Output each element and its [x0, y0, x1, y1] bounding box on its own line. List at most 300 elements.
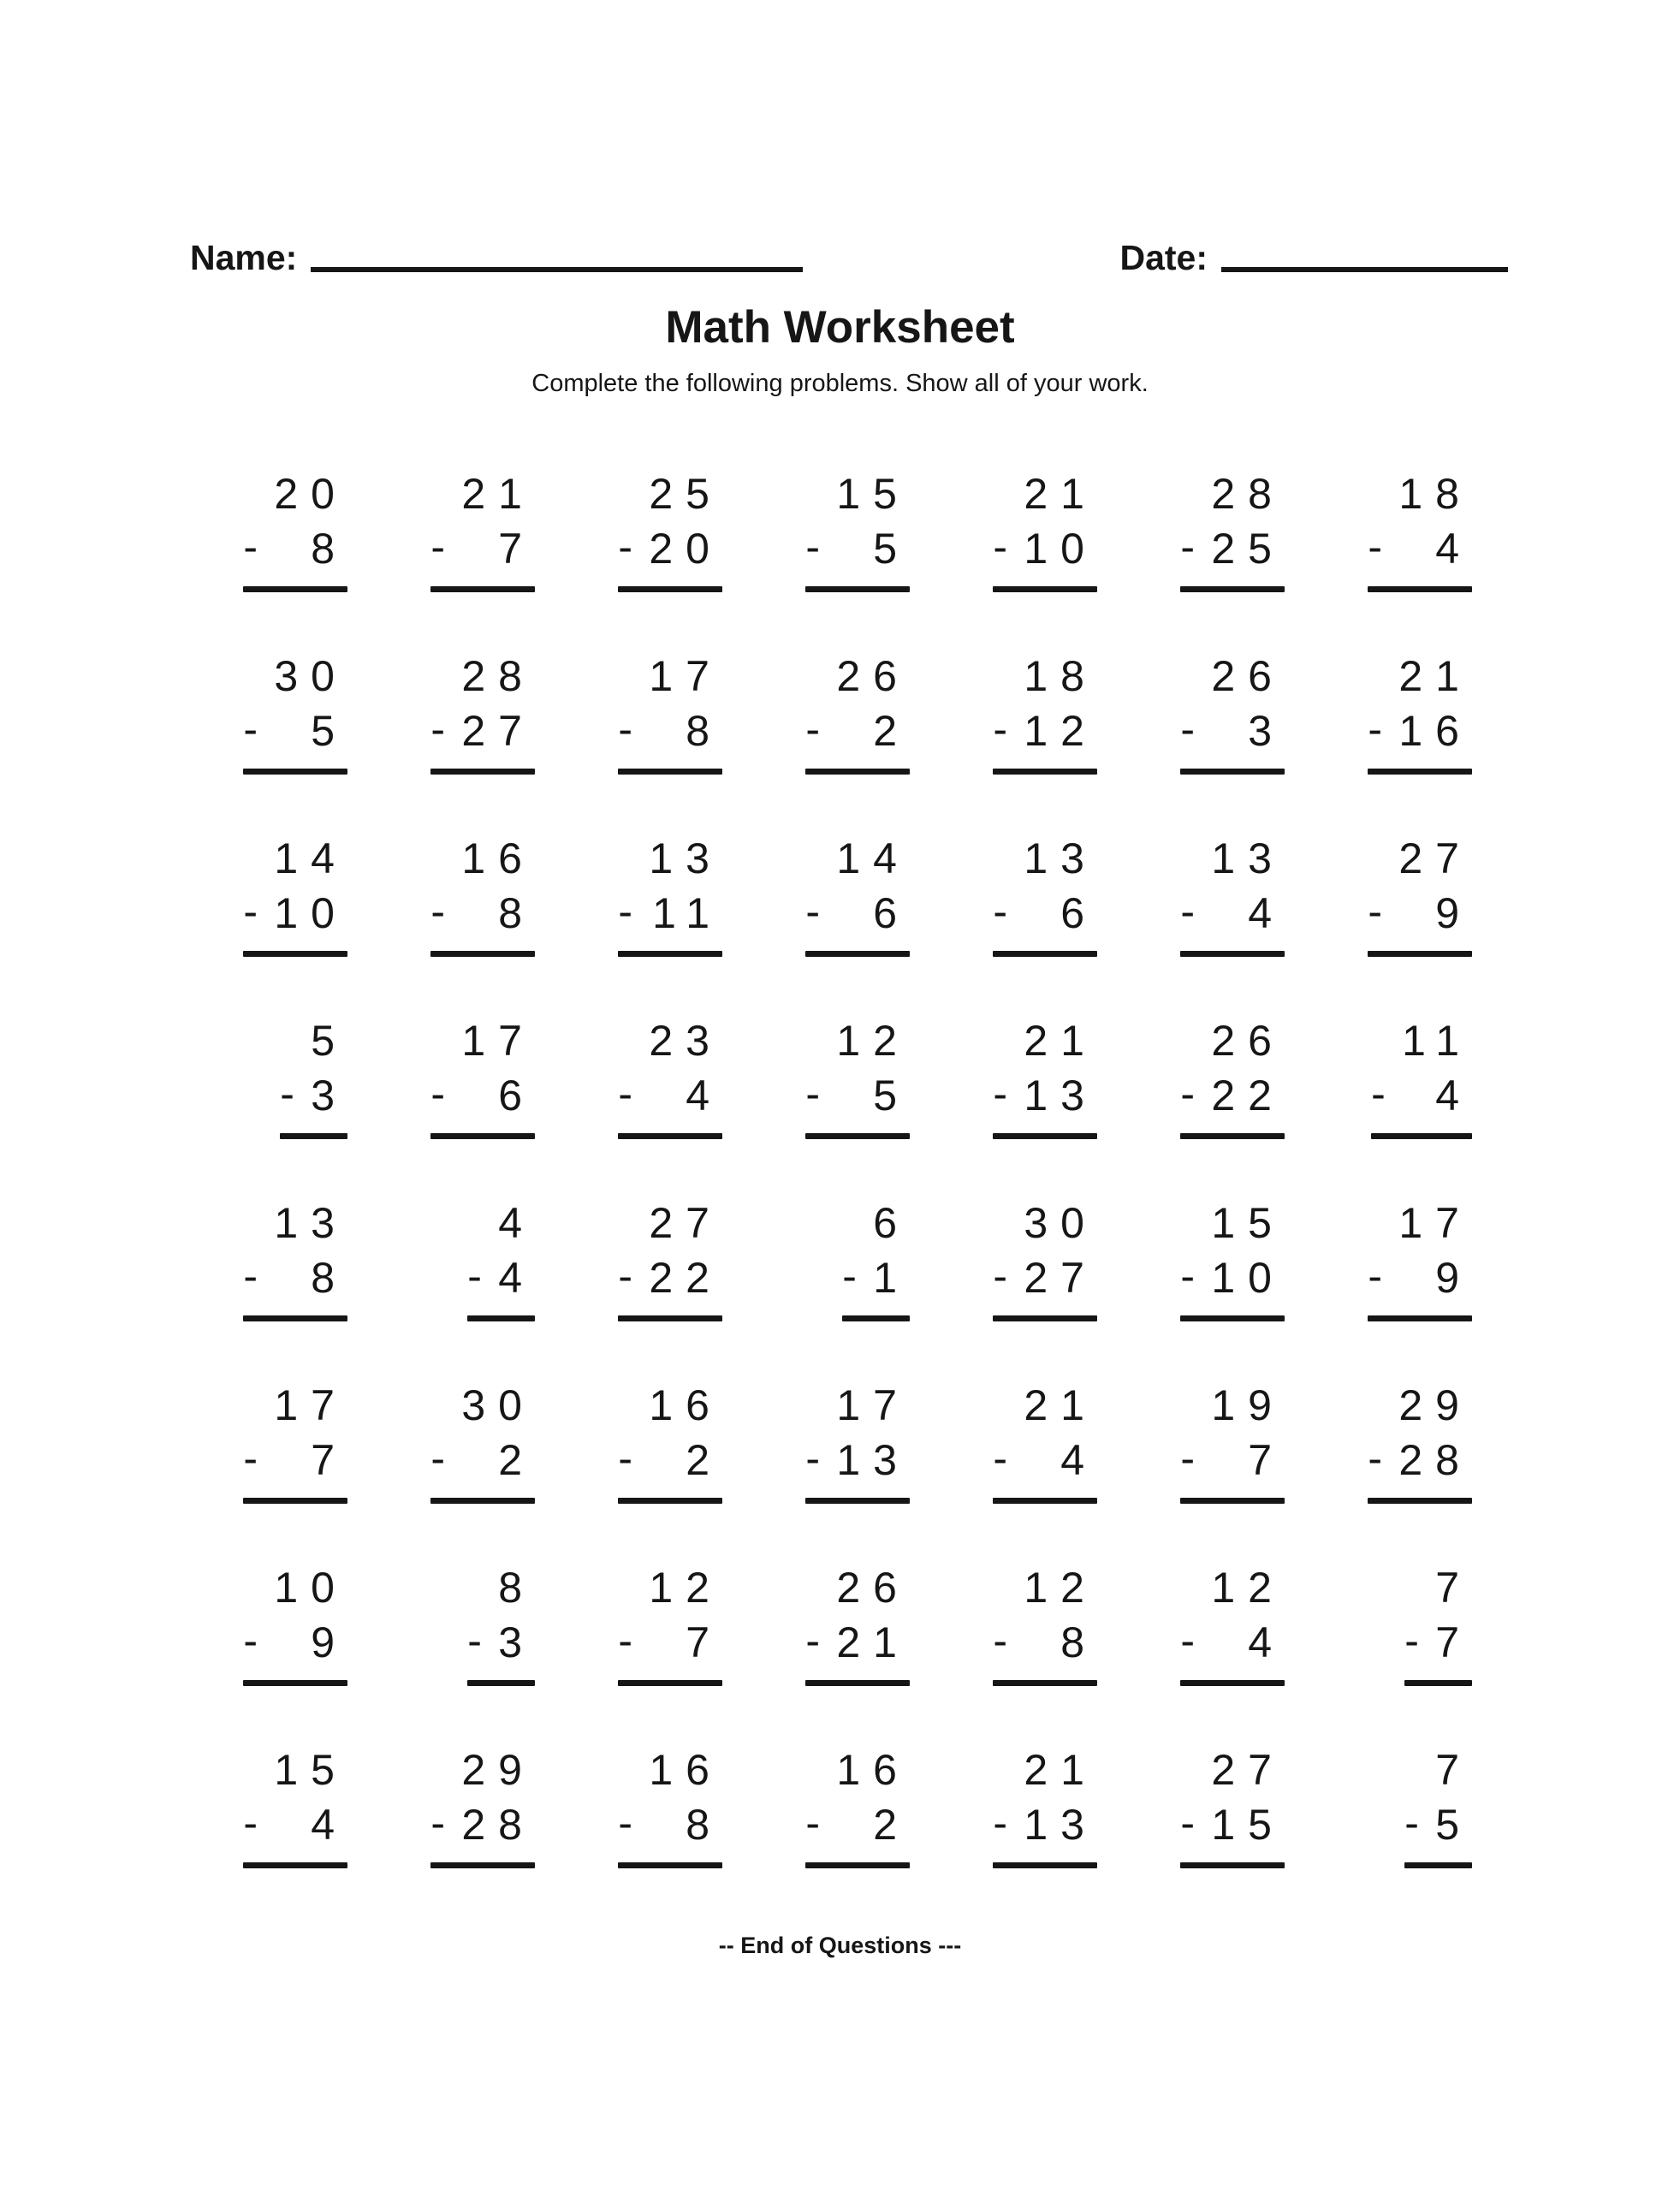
- subtrahend-row: [993, 1068, 1097, 1123]
- subtrahend-row: [1180, 1797, 1285, 1852]
- minus-operator: -: [618, 705, 633, 753]
- problem-cell: [535, 1560, 722, 1686]
- minuend: 28: [461, 652, 535, 700]
- subtrahend: 13: [836, 1436, 910, 1484]
- problem-cell: [910, 1013, 1097, 1139]
- minus-operator: -: [993, 1252, 1008, 1300]
- subtrahend: 5: [873, 525, 910, 573]
- subtrahend: 8: [311, 1254, 347, 1302]
- minus-operator: -: [430, 888, 446, 935]
- subtraction-problem: [1180, 466, 1285, 592]
- subtraction-problem: [243, 1378, 347, 1504]
- minuend: 17: [836, 1381, 910, 1429]
- subtraction-problem: [993, 1196, 1097, 1321]
- subtrahend: 7: [311, 1436, 347, 1484]
- minus-operator: -: [1368, 1434, 1383, 1482]
- answer-line: [993, 769, 1097, 775]
- answer-line: [1404, 1862, 1472, 1868]
- minus-operator: -: [243, 1252, 258, 1300]
- subtrahend-row: [1368, 1433, 1472, 1487]
- answer-line: [618, 1680, 722, 1686]
- minus-operator: -: [805, 523, 821, 571]
- subtrahend-row: [1371, 1068, 1472, 1123]
- subtraction-problem: [993, 1013, 1097, 1139]
- subtraction-problem: [243, 649, 347, 775]
- minuend: 14: [274, 834, 347, 882]
- subtraction-problem: [805, 649, 910, 775]
- subtraction-problem: [618, 1196, 722, 1321]
- subtraction-problem: [243, 466, 347, 592]
- subtrahend: 3: [311, 1072, 347, 1119]
- answer-line: [1368, 769, 1472, 775]
- subtrahend: 7: [1435, 1618, 1472, 1666]
- subtraction-problem: [993, 649, 1097, 775]
- subtrahend: 6: [1060, 889, 1097, 937]
- subtraction-problem: [1180, 649, 1285, 775]
- minuend: 21: [1024, 1017, 1097, 1065]
- subtrahend: 7: [498, 525, 535, 573]
- problem-cell: [1097, 1743, 1285, 1868]
- subtraction-problem: [467, 1560, 535, 1686]
- subtraction-problem: [842, 1196, 910, 1321]
- minus-operator: -: [243, 888, 258, 935]
- minuend: 12: [1211, 1564, 1285, 1612]
- subtrahend-row: [993, 1433, 1097, 1487]
- minuend: 15: [1211, 1199, 1285, 1247]
- problem-cell: [160, 831, 347, 957]
- subtraction-problem: [805, 1743, 910, 1868]
- subtrahend: 13: [1024, 1072, 1097, 1119]
- answer-line: [805, 1862, 910, 1868]
- subtraction-problem: [618, 1560, 722, 1686]
- answer-line: [1368, 1315, 1472, 1321]
- subtraction-problem: [1368, 466, 1472, 592]
- subtrahend-row: [1404, 1615, 1472, 1670]
- subtraction-problem: [1368, 1378, 1472, 1504]
- minus-operator: -: [618, 1434, 633, 1482]
- problem-cell: [1285, 1560, 1472, 1686]
- minuend: 17: [461, 1017, 535, 1065]
- minuend: 14: [836, 834, 910, 882]
- subtrahend-row: [243, 521, 347, 576]
- answer-line: [1180, 1133, 1285, 1139]
- answer-line: [993, 1133, 1097, 1139]
- problem-cell: [535, 1013, 722, 1139]
- subtrahend-row: [618, 1615, 722, 1670]
- subtraction-problem: [430, 1743, 535, 1868]
- problem-cell: [1285, 649, 1472, 775]
- subtrahend-row: [993, 704, 1097, 758]
- minus-operator: -: [467, 1252, 482, 1300]
- problem-cell: [910, 1196, 1097, 1321]
- subtrahend-row: [1368, 704, 1472, 758]
- minuend: 17: [649, 652, 722, 700]
- subtraction-problem: [618, 1743, 722, 1868]
- subtraction-problem: [280, 1013, 347, 1139]
- answer-line: [993, 951, 1097, 957]
- minuend: 28: [1211, 470, 1285, 518]
- subtrahend-row: [805, 1433, 910, 1487]
- minus-operator: -: [993, 888, 1008, 935]
- subtrahend-row: [1180, 1250, 1285, 1305]
- subtrahend: 4: [311, 1801, 347, 1849]
- subtraction-problem: [243, 831, 347, 957]
- problem-cell: [1097, 1196, 1285, 1321]
- answer-line: [430, 769, 535, 775]
- problem-cell: [347, 1013, 535, 1139]
- subtrahend-row: [1368, 886, 1472, 941]
- subtraction-problem: [243, 1196, 347, 1321]
- minuend: 15: [836, 470, 910, 518]
- problem-cell: [347, 649, 535, 775]
- minus-operator: -: [805, 888, 821, 935]
- minus-operator: -: [618, 1070, 633, 1118]
- answer-line: [805, 1680, 910, 1686]
- minus-operator: -: [993, 705, 1008, 753]
- subtrahend: 12: [1024, 707, 1097, 755]
- minus-operator: -: [1404, 1617, 1419, 1665]
- subtrahend-row: [467, 1615, 535, 1670]
- problem-cell: [160, 649, 347, 775]
- minuend: 8: [498, 1564, 535, 1612]
- subtrahend-row: [1180, 1068, 1285, 1123]
- subtraction-problem: [430, 466, 535, 592]
- minuend: 27: [649, 1199, 722, 1247]
- date-field: [1119, 238, 1508, 277]
- subtrahend: 10: [274, 889, 347, 937]
- subtrahend-row: [1180, 1615, 1285, 1670]
- minus-operator: -: [1371, 1070, 1386, 1118]
- problem-cell: [1285, 1378, 1472, 1504]
- subtrahend-row: [467, 1250, 535, 1305]
- minus-operator: -: [805, 1434, 821, 1482]
- minuend: 26: [836, 652, 910, 700]
- minuend: 17: [1398, 1199, 1472, 1247]
- minus-operator: -: [1180, 1799, 1196, 1847]
- subtrahend-row: [805, 1797, 910, 1852]
- answer-line: [618, 1862, 722, 1868]
- minus-operator: -: [243, 523, 258, 571]
- subtrahend-row: [618, 1797, 722, 1852]
- answer-line: [1180, 951, 1285, 957]
- name-label: Name:: [190, 238, 298, 277]
- problem-cell: [1285, 1013, 1472, 1139]
- subtrahend: 3: [498, 1618, 535, 1666]
- answer-line: [993, 1315, 1097, 1321]
- subtraction-problem: [805, 1378, 910, 1504]
- problem-cell: [160, 1013, 347, 1139]
- problem-cell: [347, 1743, 535, 1868]
- minuend: 29: [1398, 1381, 1472, 1429]
- minus-operator: -: [243, 1434, 258, 1482]
- answer-line: [243, 1862, 347, 1868]
- subtrahend-row: [993, 1250, 1097, 1305]
- minuend: 12: [649, 1564, 722, 1612]
- problem-cell: [722, 649, 910, 775]
- minuend: 26: [836, 1564, 910, 1612]
- minuend: 7: [1435, 1564, 1472, 1612]
- minus-operator: -: [805, 1070, 821, 1118]
- subtrahend: 5: [873, 1072, 910, 1119]
- answer-line: [1368, 1498, 1472, 1504]
- subtrahend-row: [805, 1068, 910, 1123]
- subtrahend: 25: [1211, 525, 1285, 573]
- subtraction-problem: [243, 1743, 347, 1868]
- minus-operator: -: [1180, 1617, 1196, 1665]
- answer-line: [618, 769, 722, 775]
- answer-line: [842, 1315, 910, 1321]
- subtrahend: 27: [1024, 1254, 1097, 1302]
- subtraction-problem: [805, 466, 910, 592]
- minuend: 21: [1024, 1381, 1097, 1429]
- subtrahend-row: [805, 886, 910, 941]
- minus-operator: -: [1180, 1252, 1196, 1300]
- subtraction-problem: [805, 1013, 910, 1139]
- minus-operator: -: [618, 1799, 633, 1847]
- subtraction-problem: [618, 1013, 722, 1139]
- minus-operator: -: [1368, 705, 1383, 753]
- subtrahend: 16: [1398, 707, 1472, 755]
- minus-operator: -: [993, 1799, 1008, 1847]
- minuend: 18: [1398, 470, 1472, 518]
- minus-operator: -: [430, 523, 446, 571]
- subtrahend-row: [243, 1797, 347, 1852]
- problem-cell: [910, 1743, 1097, 1868]
- problem-cell: [535, 1196, 722, 1321]
- problem-cell: [722, 831, 910, 957]
- minuend: 12: [836, 1017, 910, 1065]
- subtrahend: 27: [461, 707, 535, 755]
- minuend: 13: [274, 1199, 347, 1247]
- subtrahend: 6: [498, 1072, 535, 1119]
- name-field: [190, 238, 803, 277]
- answer-line: [430, 1498, 535, 1504]
- subtraction-problem: [1180, 1378, 1285, 1504]
- problem-cell: [1097, 466, 1285, 592]
- subtrahend-row: [430, 1433, 535, 1487]
- subtraction-problem: [805, 831, 910, 957]
- answer-line: [430, 1133, 535, 1139]
- problem-cell: [1097, 649, 1285, 775]
- minuend: 30: [274, 652, 347, 700]
- page-title: Math Worksheet: [665, 302, 1015, 353]
- minus-operator: -: [618, 888, 633, 935]
- minus-operator: -: [993, 1617, 1008, 1665]
- problem-cell: [910, 466, 1097, 592]
- subtrahend: 3: [1248, 707, 1285, 755]
- date-blank-line: [1221, 267, 1508, 272]
- answer-line: [1180, 1862, 1285, 1868]
- subtrahend-row: [243, 704, 347, 758]
- problem-cell: [535, 649, 722, 775]
- subtrahend-row: [280, 1068, 347, 1123]
- answer-line: [243, 951, 347, 957]
- answer-line: [430, 1862, 535, 1868]
- answer-line: [243, 586, 347, 592]
- subtraction-problem: [467, 1196, 535, 1321]
- subtraction-problem: [430, 1013, 535, 1139]
- subtrahend: 4: [1435, 1072, 1472, 1119]
- problem-cell: [1285, 466, 1472, 592]
- minuend: 6: [873, 1199, 910, 1247]
- answer-line: [805, 951, 910, 957]
- minuend: 19: [1211, 1381, 1285, 1429]
- minuend: 21: [461, 470, 535, 518]
- minus-operator: -: [993, 1434, 1008, 1482]
- subtrahend: 6: [873, 889, 910, 937]
- minus-operator: -: [618, 523, 633, 571]
- minus-operator: -: [842, 1252, 857, 1300]
- subtrahend-row: [842, 1250, 910, 1305]
- problem-cell: [722, 1013, 910, 1139]
- subtrahend: 10: [1024, 525, 1097, 573]
- minuend: 21: [1398, 652, 1472, 700]
- subtrahend: 4: [1248, 889, 1285, 937]
- subtrahend: 7: [1248, 1436, 1285, 1484]
- subtrahend: 2: [498, 1436, 535, 1484]
- subtrahend-row: [1180, 521, 1285, 576]
- subtrahend: 1: [873, 1254, 910, 1302]
- minuend: 4: [498, 1199, 535, 1247]
- minuend: 16: [836, 1746, 910, 1794]
- minus-operator: -: [805, 1617, 821, 1665]
- subtraction-problem: [1180, 1743, 1285, 1868]
- minuend: 21: [1024, 470, 1097, 518]
- answer-line: [993, 586, 1097, 592]
- subtraction-problem: [1368, 1196, 1472, 1321]
- problem-cell: [1285, 1196, 1472, 1321]
- minuend: 23: [649, 1017, 722, 1065]
- minus-operator: -: [1180, 888, 1196, 935]
- problem-cell: [347, 466, 535, 592]
- minuend: 16: [461, 834, 535, 882]
- minuend: 25: [649, 470, 722, 518]
- subtrahend-row: [243, 1615, 347, 1670]
- subtrahend-row: [618, 1250, 722, 1305]
- problem-cell: [347, 1196, 535, 1321]
- problem-cell: [1097, 1013, 1285, 1139]
- answer-line: [1180, 1680, 1285, 1686]
- problem-cell: [160, 1196, 347, 1321]
- subtrahend: 8: [686, 1801, 722, 1849]
- subtrahend: 4: [1435, 525, 1472, 573]
- answer-line: [1180, 586, 1285, 592]
- subtraction-problem: [993, 1378, 1097, 1504]
- problem-cell: [160, 1378, 347, 1504]
- subtrahend: 28: [461, 1801, 535, 1849]
- subtrahend: 9: [311, 1618, 347, 1666]
- subtrahend-row: [430, 521, 535, 576]
- subtrahend-row: [243, 1433, 347, 1487]
- subtrahend-row: [993, 886, 1097, 941]
- answer-line: [618, 951, 722, 957]
- minuend: 27: [1211, 1746, 1285, 1794]
- minus-operator: -: [993, 523, 1008, 571]
- minuend: 16: [649, 1381, 722, 1429]
- minus-operator: -: [1368, 1252, 1383, 1300]
- subtrahend: 20: [649, 525, 722, 573]
- subtrahend-row: [1368, 1250, 1472, 1305]
- problem-cell: [535, 1743, 722, 1868]
- subtrahend-row: [618, 1068, 722, 1123]
- minuend: 21: [1024, 1746, 1097, 1794]
- instructions-text: Complete the following problems. Show all of your work.: [531, 370, 1149, 397]
- answer-line: [805, 769, 910, 775]
- problem-cell: [535, 466, 722, 592]
- subtraction-problem: [805, 1560, 910, 1686]
- minuend: 30: [461, 1381, 535, 1429]
- subtrahend: 22: [649, 1254, 722, 1302]
- subtrahend: 21: [836, 1618, 910, 1666]
- subtraction-problem: [1180, 1196, 1285, 1321]
- answer-line: [1180, 1498, 1285, 1504]
- answer-line: [993, 1862, 1097, 1868]
- answer-line: [618, 1498, 722, 1504]
- subtrahend-row: [618, 704, 722, 758]
- minus-operator: -: [243, 705, 258, 753]
- subtrahend-row: [243, 1250, 347, 1305]
- subtrahend: 11: [652, 889, 722, 937]
- answer-line: [993, 1498, 1097, 1504]
- problem-cell: [1097, 1378, 1285, 1504]
- minus-operator: -: [805, 1799, 821, 1847]
- problem-cell: [347, 1560, 535, 1686]
- subtrahend-row: [618, 886, 722, 941]
- answer-line: [243, 769, 347, 775]
- subtraction-problem: [993, 831, 1097, 957]
- subtraction-problem: [618, 466, 722, 592]
- subtrahend: 4: [1248, 1618, 1285, 1666]
- subtrahend-row: [993, 1797, 1097, 1852]
- minuend: 29: [461, 1746, 535, 1794]
- subtrahend: 9: [1435, 1254, 1472, 1302]
- subtrahend: 8: [686, 707, 722, 755]
- subtrahend-row: [805, 704, 910, 758]
- subtrahend-row: [618, 1433, 722, 1487]
- subtrahend-row: [1180, 886, 1285, 941]
- problem-cell: [347, 1378, 535, 1504]
- answer-line: [1368, 951, 1472, 957]
- answer-line: [805, 586, 910, 592]
- problem-cell: [1097, 831, 1285, 957]
- subtraction-problem: [618, 831, 722, 957]
- minuend: 20: [274, 470, 347, 518]
- subtraction-problem: [618, 649, 722, 775]
- minuend: 30: [1024, 1199, 1097, 1247]
- answer-line: [430, 586, 535, 592]
- subtraction-problem: [993, 466, 1097, 592]
- problem-cell: [160, 1560, 347, 1686]
- subtrahend: 22: [1211, 1072, 1285, 1119]
- answer-line: [280, 1133, 347, 1139]
- minuend: 17: [274, 1381, 347, 1429]
- subtrahend: 28: [1398, 1436, 1472, 1484]
- minuend: 13: [1211, 834, 1285, 882]
- end-of-questions-text: -- End of Questions ---: [718, 1933, 962, 1958]
- subtrahend-row: [805, 521, 910, 576]
- answer-line: [467, 1680, 535, 1686]
- subtrahend-row: [993, 521, 1097, 576]
- subtrahend-row: [993, 1615, 1097, 1670]
- answer-line: [1371, 1133, 1472, 1139]
- subtraction-problem: [1180, 831, 1285, 957]
- problem-cell: [910, 1560, 1097, 1686]
- minuend: 15: [274, 1746, 347, 1794]
- minuend: 26: [1211, 1017, 1285, 1065]
- problem-cell: [160, 1743, 347, 1868]
- answer-line: [618, 1315, 722, 1321]
- answer-line: [243, 1498, 347, 1504]
